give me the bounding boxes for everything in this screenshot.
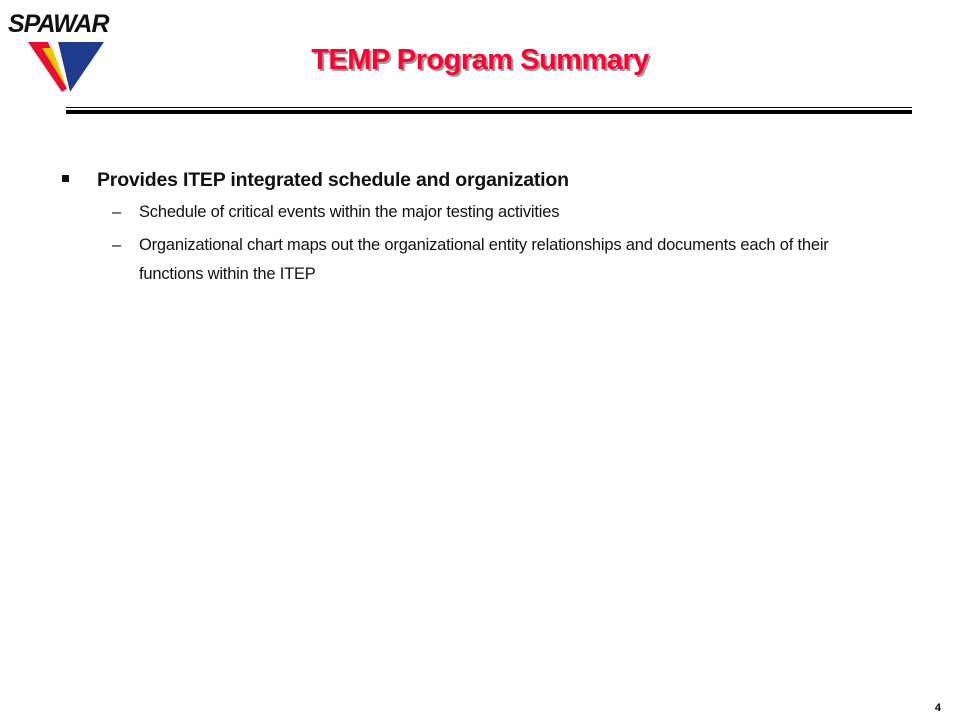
page-number: 4 <box>934 702 941 714</box>
sub-bullet-text: Schedule of critical events within the major testing activities <box>139 203 560 221</box>
square-bullet-icon <box>62 175 69 182</box>
spawar-emblem-icon <box>28 42 104 92</box>
sub-bullet-dash: – <box>112 203 121 221</box>
slide-content <box>60 166 920 289</box>
sub-bullet-item <box>60 198 879 227</box>
title-divider-thin <box>66 107 912 108</box>
bullet-text: Provides ITEP integrated schedule and organization <box>97 169 569 191</box>
title-divider-thick <box>66 110 912 114</box>
spawar-logo <box>6 8 126 92</box>
sub-bullet-text: Organizational chart maps out the organizational entity relationships and documents each of their functions within the ITEP <box>139 236 829 283</box>
sub-bullet-dash: – <box>112 236 121 254</box>
logo-wordmark: SPAWAR <box>8 10 109 38</box>
slide-title: TEMP Program Summary <box>311 44 649 76</box>
bullet-item <box>60 166 920 194</box>
sub-bullet-item <box>60 231 879 289</box>
